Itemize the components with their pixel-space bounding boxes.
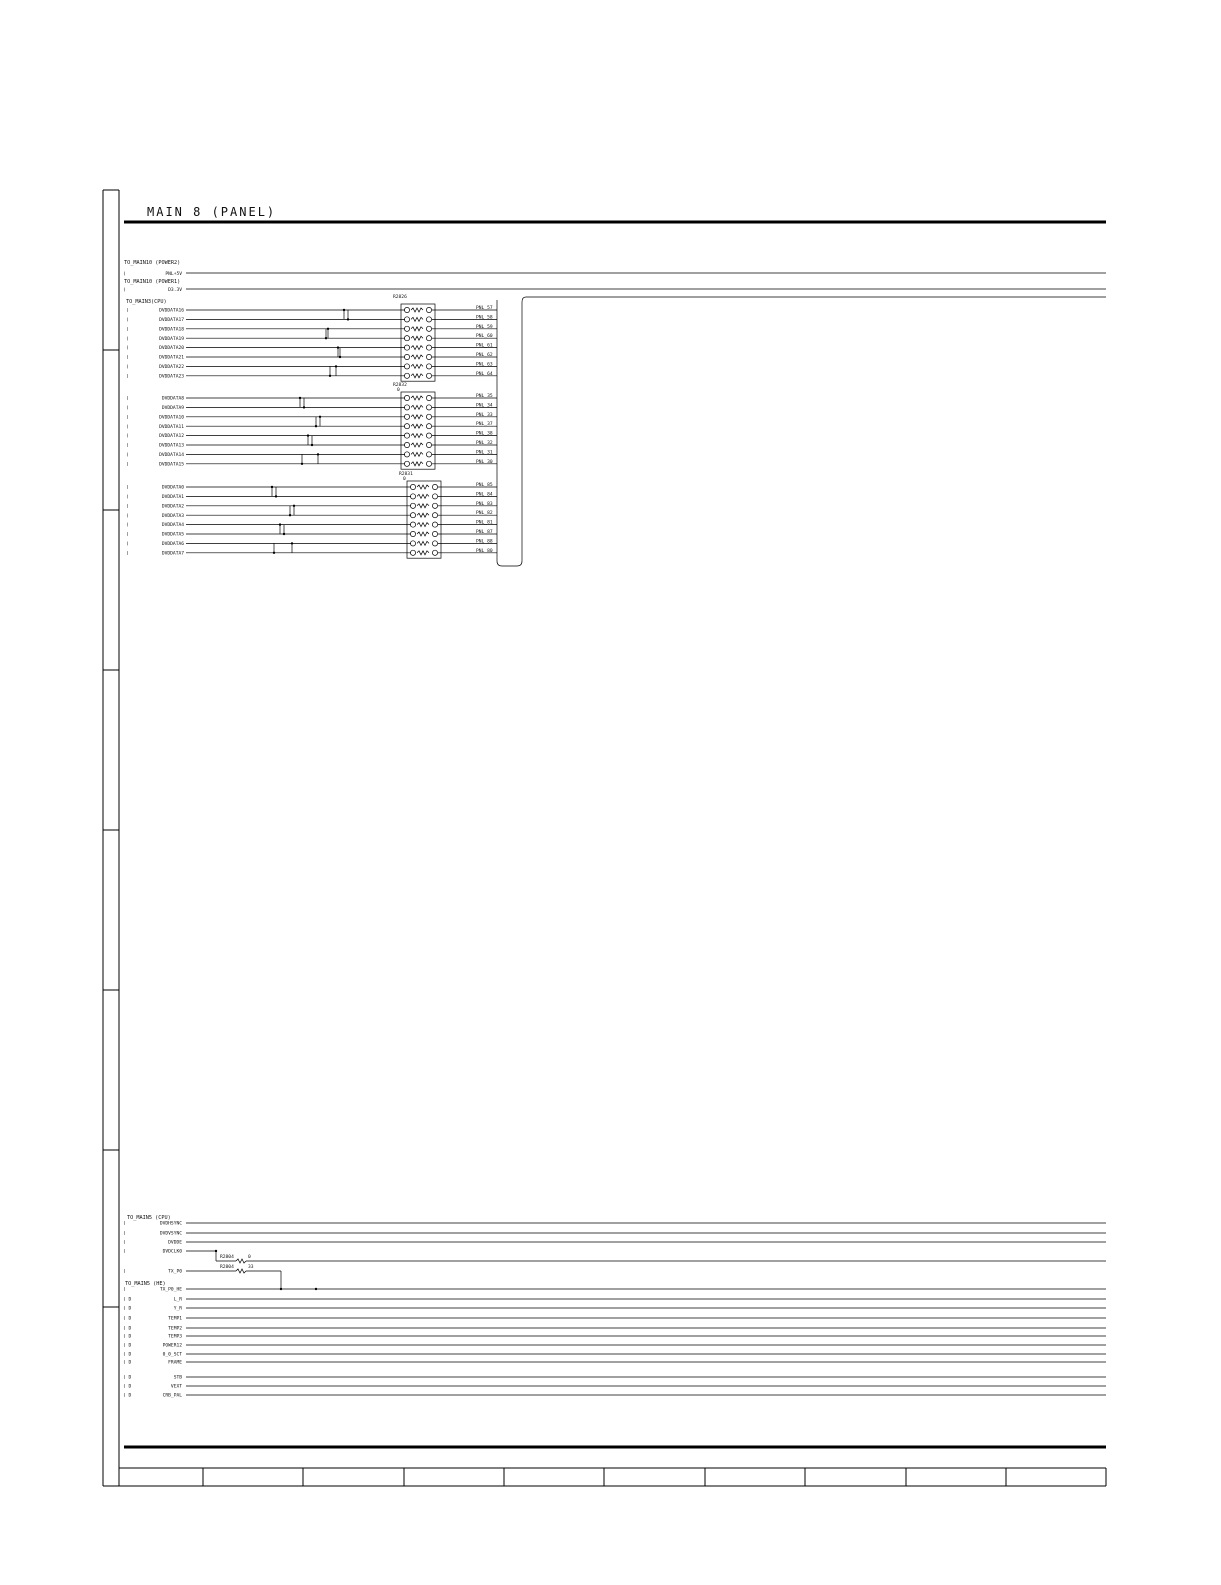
resistor-array-r2826 <box>126 294 497 381</box>
net-label: DVDDATA18 <box>159 327 184 333</box>
array-body <box>401 392 435 469</box>
junction-dot <box>335 365 337 367</box>
net-label: DVDDATA6 <box>161 542 184 547</box>
net-label: PNL_59 <box>476 324 493 330</box>
net-label: PNL_35 <box>476 394 493 399</box>
connector-bracket: ( <box>126 365 129 370</box>
junction-dot <box>303 406 305 408</box>
array-body <box>407 481 441 558</box>
net-label: PNL_58 <box>476 315 493 321</box>
connector-bracket: ( <box>123 1287 126 1293</box>
connector-bracket: ( <box>126 424 129 430</box>
junction-dot <box>327 328 329 330</box>
connector-bracket: ( <box>123 1221 126 1227</box>
connector-bracket: ( <box>126 327 129 333</box>
net-label: PNL+5V <box>165 272 182 277</box>
connector-bracket: ( <box>126 495 129 500</box>
connector-bracket: ( D <box>123 1352 132 1358</box>
array-body <box>401 304 435 381</box>
resistor-array-r2831 <box>126 471 497 558</box>
net-label: PNL_30 <box>476 459 493 465</box>
he-net <box>123 1375 1106 1381</box>
junction-dot <box>317 453 319 455</box>
net-label: VEXT <box>170 1384 182 1390</box>
part-label: R2826 <box>393 295 407 300</box>
resistor-array-blocks <box>126 294 497 558</box>
net-label: TX_P0 <box>168 1269 182 1275</box>
net-label: TX_P0_HE <box>159 1287 182 1293</box>
power-net-d33v <box>123 287 1106 293</box>
junction-dot <box>271 486 273 488</box>
net-label: PNL_34 <box>476 403 493 409</box>
power2-group-label: TO_MAIN10 (POWER2) <box>124 260 181 266</box>
he-net <box>123 1393 1106 1399</box>
connector-bracket: ( <box>126 355 129 361</box>
connector-bracket: ( <box>126 336 129 342</box>
net-label: DVDDATA2 <box>161 504 184 510</box>
he-nets <box>123 1287 1106 1399</box>
net-label: DVDDATA16 <box>159 308 184 314</box>
connector-bracket: ( <box>126 434 129 440</box>
connector-bracket: ( D <box>123 1343 132 1349</box>
connector-bracket: ( <box>126 308 129 314</box>
net-label: DVDDATA3 <box>161 513 184 519</box>
junction-dot <box>329 375 331 377</box>
he-net <box>123 1326 1106 1332</box>
net-label: DVDDATA15 <box>159 462 184 468</box>
net-label: PNL_80 <box>476 548 493 554</box>
connector-bracket: ( <box>123 1231 126 1237</box>
net-label: PNL_82 <box>476 511 493 517</box>
net-label: DVDDATA12 <box>159 434 184 440</box>
junction-dot <box>315 1288 317 1290</box>
tx-path <box>186 1264 281 1289</box>
junction-dot <box>273 552 275 554</box>
power-net-pnl5v <box>123 271 1106 277</box>
net-label: PNL_33 <box>476 412 493 418</box>
net-label: DVDDATA20 <box>159 346 184 352</box>
net-label: DVDDATA22 <box>159 365 184 370</box>
he-net <box>123 1316 1106 1322</box>
cpu-control-nets <box>123 1221 1106 1289</box>
net-label: PNL_81 <box>476 520 493 526</box>
net-label: DVDDATA5 <box>161 532 184 538</box>
connector-bracket: ( D <box>123 1334 132 1340</box>
he-net <box>123 1334 1106 1340</box>
part-label: R2804 <box>220 1255 234 1260</box>
net-label: PNL_84 <box>476 492 493 498</box>
connector-bracket: ( D <box>123 1360 132 1366</box>
junction-dot <box>325 337 327 339</box>
net-label: POWER12 <box>162 1343 182 1349</box>
net-label: DVDDATA13 <box>159 443 184 449</box>
part-label: R2832 <box>393 383 407 388</box>
net-label: PNL_62 <box>476 353 493 358</box>
connector-bracket: ( <box>126 346 129 352</box>
net-label: TEMP1 <box>168 1316 182 1322</box>
net-label: DVDDATA17 <box>159 318 184 323</box>
connector-bracket: ( <box>126 532 129 538</box>
connector-bracket: ( D <box>123 1326 132 1332</box>
junction-dot <box>337 346 339 348</box>
junction-dot <box>347 318 349 320</box>
net-label: STB <box>173 1375 182 1381</box>
connector-bracket: ( D <box>123 1316 132 1322</box>
part-value: 0 <box>248 1255 251 1260</box>
sheet-frame <box>103 190 1106 1486</box>
connector-bracket: ( <box>126 523 129 529</box>
part-value: 33 <box>248 1265 254 1270</box>
he-net <box>123 1306 1106 1312</box>
net-label: DVDHSYNC <box>159 1221 182 1227</box>
he-net <box>123 1343 1106 1349</box>
resistor-array-r2832 <box>126 382 497 469</box>
connector-bracket: ( <box>126 318 129 323</box>
net-label: PNL_31 <box>476 450 493 456</box>
he-net <box>123 1287 1106 1293</box>
junction-dot <box>283 533 285 535</box>
he-group-label: TO_MAIN5 (HE) <box>125 1281 166 1287</box>
net-label: CRB_PAL <box>162 1393 182 1399</box>
net-label: PNL_57 <box>476 306 493 311</box>
junction-dot <box>319 416 321 418</box>
junction-dot <box>339 356 341 358</box>
connector-bracket: ( <box>126 513 129 519</box>
net-label: PNL_38 <box>476 431 493 437</box>
he-net <box>123 1360 1106 1366</box>
net-label: DVDDATA14 <box>159 453 184 458</box>
part-value: 0 <box>403 477 406 482</box>
junction-dot <box>279 523 281 525</box>
net-label: DVDDATA10 <box>159 415 184 421</box>
junction-dot <box>289 514 291 516</box>
net-label: PNL_32 <box>476 441 493 446</box>
junction-dot <box>291 542 293 544</box>
connector-bracket: ( <box>123 1240 126 1246</box>
junction-dot <box>299 397 301 399</box>
connector-bracket: ( D <box>123 1384 132 1390</box>
junction-dot <box>301 463 303 465</box>
net-label: L_R <box>173 1297 182 1303</box>
net-label: PNL_87 <box>476 530 493 535</box>
control-net <box>123 1231 1106 1237</box>
connector-bracket: ( <box>126 485 129 491</box>
net-label: DVDDATA0 <box>161 485 184 491</box>
junction-dot <box>315 425 317 427</box>
cpu-ctrl-group-label: TO_MAIN5 (CPU) <box>127 1215 171 1221</box>
net-label: DVDVSYNC <box>159 1231 182 1237</box>
net-label: DVDDATA9 <box>161 406 184 411</box>
net-label: DVDDATA19 <box>159 336 184 342</box>
net-label: DVDDATA21 <box>159 355 184 361</box>
net-label: DVDDATA11 <box>159 424 184 430</box>
connector-bracket: ( D <box>123 1393 132 1399</box>
control-net <box>123 1249 182 1255</box>
control-net <box>123 1221 1106 1227</box>
net-label: PNL_64 <box>476 371 493 377</box>
net-label: Y_R <box>173 1306 182 1312</box>
part-label: R2831 <box>399 472 413 477</box>
net-label: DVDDATA8 <box>161 396 184 402</box>
net-label: DVDDATA4 <box>161 523 184 529</box>
net-label: PNL_85 <box>476 483 493 488</box>
net-label: PNL_83 <box>476 501 493 507</box>
junction-dot <box>293 505 295 507</box>
control-net <box>123 1240 1106 1246</box>
net-label: DVDDATA7 <box>161 551 184 557</box>
control-net <box>123 1269 182 1275</box>
he-net <box>123 1352 1106 1358</box>
net-label: PNL_63 <box>476 362 493 368</box>
part-value: 0 <box>397 388 400 393</box>
he-net <box>123 1297 1106 1303</box>
connector-bracket: ( <box>126 542 129 547</box>
junction-dot <box>280 1288 282 1290</box>
connector-bracket: ( <box>123 272 126 277</box>
net-label: DVDDE <box>168 1240 182 1246</box>
bus-bracket <box>497 297 1106 566</box>
junction-dot <box>307 434 309 436</box>
connector-bracket: ( <box>126 551 129 557</box>
clock-path <box>186 1250 1106 1263</box>
net-label: FRAME <box>168 1360 182 1366</box>
connector-bracket: ( <box>126 415 129 421</box>
connector-bracket: ( <box>126 443 129 449</box>
net-label: TEMP3 <box>168 1334 182 1340</box>
net-label: DVDDATA23 <box>159 374 184 380</box>
net-label: DVDCLK0 <box>162 1249 182 1255</box>
connector-bracket: ( <box>123 1269 126 1275</box>
net-label: PNL_88 <box>476 539 493 545</box>
connector-bracket: ( <box>126 374 129 380</box>
net-label: 0_0_SCT <box>162 1352 182 1358</box>
power1-group-label: TO_MAIN10 (POWER1) <box>124 279 181 285</box>
connector-bracket: ( <box>126 504 129 510</box>
connector-bracket: ( <box>126 462 129 468</box>
junction-dot <box>311 444 313 446</box>
junction-dot <box>343 309 345 311</box>
connector-bracket: ( D <box>123 1297 132 1303</box>
sheet-title: MAIN 8 (PANEL) <box>147 205 277 219</box>
connector-bracket: ( D <box>123 1375 132 1381</box>
connector-bracket: ( <box>126 453 129 458</box>
cpu-data-group-label: TO_MAIN3(CPU) <box>126 299 167 305</box>
net-label: DVDDATA1 <box>161 495 184 500</box>
he-net <box>123 1384 1106 1390</box>
connector-bracket: ( <box>126 406 129 411</box>
connector-bracket: ( D <box>123 1306 132 1312</box>
net-label: PNL_37 <box>476 422 493 428</box>
net-label: PNL_61 <box>476 343 493 349</box>
junction-dot <box>275 495 277 497</box>
net-label: PNL_60 <box>476 334 493 340</box>
part-label: R2804 <box>220 1265 234 1270</box>
net-label: D3.3V <box>168 288 182 293</box>
connector-bracket: ( <box>123 288 126 293</box>
connector-bracket: ( <box>123 1249 126 1255</box>
connector-bracket: ( <box>126 396 129 402</box>
net-label: TEMP2 <box>168 1326 182 1332</box>
